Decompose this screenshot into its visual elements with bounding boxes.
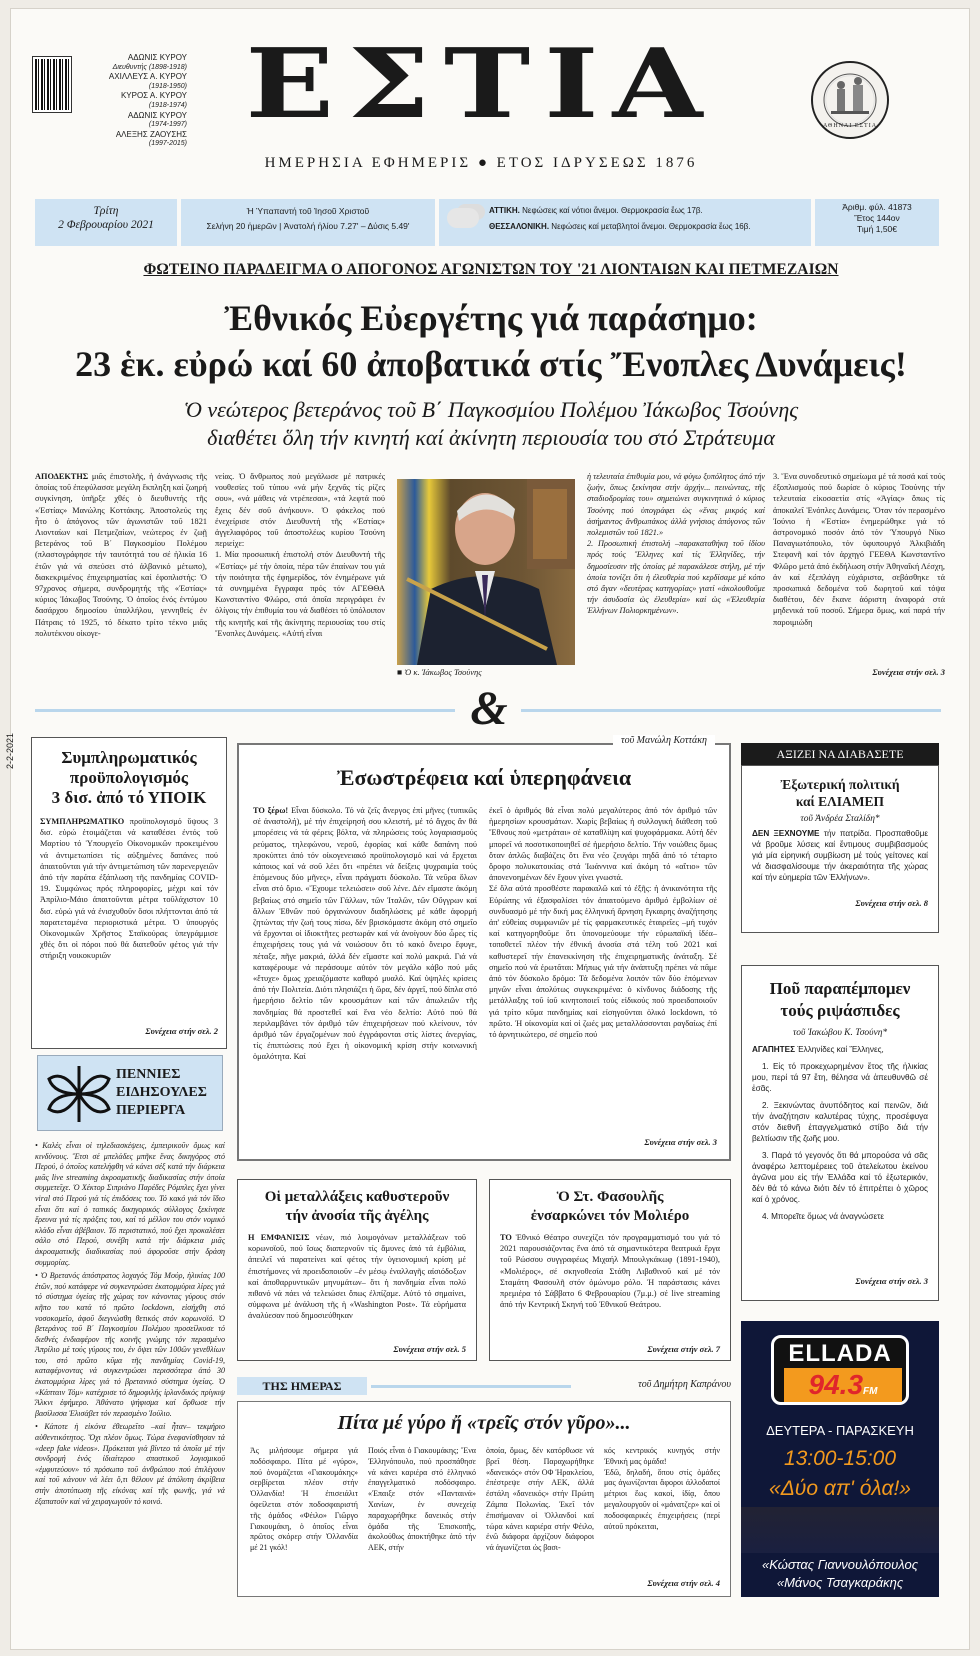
issue-number: Ἀριθμ. φύλ. 41873 (842, 202, 912, 212)
letter-title (752, 978, 928, 1022)
mutations-title (248, 1188, 466, 1226)
masthead-title: ΕΣΤΙΑ (245, 28, 717, 140)
letter-item: 3. Παρά τό γεγονός ὅτι θά μπορούσα νά σᾶς ἀναφέρω λεπτομέρειες τοῦ ἀτελείωτου ἐκείνου ἀγῶνα μου εἰς τήν Ἑλλάδα καί τό ἐξωτερικόν, δέν θά τό κάνω διότι δέν τό ἐπιτρέπει ὁ χῶρος καί ὁ χρόνος. (752, 1151, 928, 1204)
founder-name: ΑΔΩΝΙΣ ΚΥΡΟΥ (127, 53, 187, 62)
mutations-title-line: Οἱ μεταλλάξεις καθυστεροῦν (264, 1189, 450, 1205)
editorial-title: Ἐσωστρέφεια καί ὑπερηφάνεια (336, 765, 632, 790)
newspaper-page (5, 8, 970, 1650)
weather-attica: Νεφώσεις καί νότιοι ἄνεμοι. Θερμοκρασία ἕως 17β. (522, 206, 703, 215)
radio-frequency (784, 1368, 902, 1402)
founder-years: (1974-1997) (148, 121, 187, 129)
misc-item: • Καλές εἶναι οἱ τηλεδιασκέψεις, ἐμπειρικοῦν ὅμως καί κινδύνους. Ἔτσι σέ μπελάδες μπῆκε ἕνας δικηγόρος στό Περού, ὁ ὁποῖος κατελήφθη νά κάνει σέξ κατά τήν διάρκεια μιᾶς live streaming ἀκροαματικῆς διαδικασίας στήν ὁποία συμμετεῖχε. Ὁ Χέκτορ Σιπριάνο Παρέδες Ρόμπλες ἔχει γίνει viral στό Περού γιά τίς ἐπιδόσεις του. Τό κακό γιά τόν ἴδιο εἶναι ὅτι καί ὁ τοπικός δικηγορικός σύλλογος ξεκίνησε ἔρευνα γιά τίς πράξεις του, καί τό μέλλον του στόν νομικό κλάδο εἶναι ἀβέβαιον. Τό περιστατικό, πού ἔχει προκαλέσει σάλο στό Περού, συνέβη κατά τήν διάρκεια μιᾶς ἀκροαματικῆς διαδικασίας πού ἀφοροῦσε στήν δράση συμμορίας. (35, 1141, 225, 1267)
radio-days: ΔΕΥΤΕΡΑ - ΠΑΡΑΣΚΕΥΗ (766, 1423, 914, 1438)
theatre-article (489, 1179, 731, 1361)
lead-column-1 (35, 471, 207, 671)
misc-item: • Κάποτε ἡ εἰκόνα ἐθεωρεῖτο –καί ἦταν– τεκμήριο αὐθεντικότητος. Ὄχι πλέον ὅμως. Τώρα ἐνεφανίσθησαν τά «deep fake videos». Πρόκειται γιά βίντεο τά ὁποῖα μέ τήν συνδρομή ἑνός ἰδιαίτερου σπαστικοῦ λογισμικοῦ «ἐμφυτεύουν» τό πρόσωπο τοῦ ἀνθρώπου πού ἐπιλέγουν καί τοῦ κάνουν νά λέει ὅ,τι θέλουν μέ ἀπόλυτη ἀκρίβεια στήν ἀποτύπωση τῆς εἰκόνας καί τῆς φωνῆς, γιά νά ἐξαπατοῦν καί νά χειραγωγοῦν τό κοινό. (35, 1422, 225, 1506)
founder-years: (1918-1950) (148, 82, 187, 90)
radio-hosts-photo (741, 1507, 939, 1553)
mutations-text: νέων, πιό λοιμογόνων μεταλλάξεων τοῦ κορωνοϊοῦ, πού ἴσως διαπερνοῦν τίς ἄμυνες ἀπό τά ἐμβόλια, ἀπειλεῖ νά παρατείνει καί φέτος τήν ὑγειονομική κρίση μέ ἐπιστήμονες νά προειδοποιοῦν –ἐν μέσῳ ἐναλλαγῆς αἰσιόδοξων καί ἀποθαρρυντικῶν μηνυμάτων– ὅτι ἡ πανδημία εἶναι πολύ πιθανό νά πάει νά τελειώσει ὅπως ἐλπίζαμε. Αὐτό τό σημαίνει, σύμφωνα μέ ἀνάλυση τῆς ἡ «Washington Post». Τά εὑρήματα ἀναλύεσαν πού δημοσιεύθηκαν (248, 1233, 466, 1321)
radio-ad[interactable] (741, 1321, 939, 1597)
lead-photo (397, 479, 575, 665)
editorial-continue[interactable]: Συνέχεια στήν σελ. 3 (644, 1137, 717, 1147)
budget-dropcap: ΣΥΜΠΛΗΡΩΜΑΤΙΚΟ (40, 817, 125, 826)
budget-article (31, 737, 227, 1049)
feast-cell (181, 199, 435, 246)
feast-day: Ἡ Ὑπαπαντή τοῦ Ἰησοῦ Χριστοῦ (246, 206, 370, 216)
photo-caption (397, 667, 575, 677)
must-read-title-line: Ἐξωτερική πολιτική (780, 777, 900, 792)
lead-headline-2: 23 ἑκ. εὐρώ καί 60 ἀποβατικά στίς Ἔνοπλες Δυνάμεις! (75, 344, 907, 384)
founder-name: ΑΧΙΛΛΕΥΣ Α. ΚΥΡΟΥ (108, 72, 187, 82)
bullet-icon: ● (477, 155, 497, 171)
letter-continue[interactable]: Συνέχεια στήν σελ. 3 (855, 1276, 928, 1286)
founder-years: (1997-2015) (148, 140, 187, 148)
mutations-continue[interactable]: Συνέχεια στήν σελ. 5 (393, 1344, 466, 1354)
must-read-continue[interactable]: Συνέχεια στήν σελ. 8 (855, 898, 928, 908)
editorial-article (237, 735, 731, 1161)
side-date: 2-2-2021 (5, 732, 15, 769)
theatre-continue[interactable]: Συνέχεια στήν σελ. 7 (647, 1344, 720, 1354)
misc-header (37, 1055, 223, 1131)
letter-title-line: τούς ριψάσπιδες (780, 1001, 900, 1020)
budget-text: προϋπολογισμό ὕψους 3 δισ. εὐρώ ἑτοιμάζεται νά καταθέσει ἐντός τοῦ Μαρτίου τό Ὑπουργεῖο Οἰκονομικῶν προκειμένου νά ἀντιμετωπίσει τίς αὐξημένες δαπάνες πού ἀπαιτοῦνται γιά τήν ἀντιμετώπιση τῶν παρενεργειῶν ἀπό τήν παράτα ἐξάπλωση τῆς πανδημίας COVID-19. Συμφώνως πρός πληροφορίες, μέχρι καί τόν Ἀπρίλιο-Μάιο ἀπαιτοῦνται μέτρα τοῦλάχιστον 10 δισ. εὐρώ γιά νά ἐνισχυθοῦν ὅσοι πλήττονται ἀπό τά παρατεταμένα περιοριστικά μέτρα. Ὁ ὑπουργός Οἰκονομικῶν Χρῆστος Σταϊκούρας ὑπεγράμμισε χθές ὅτι οἱ πόροι πού θά διατεθοῦν φέτος γιά τήν στήριξη νοικοκυριῶν (40, 817, 219, 961)
photo-caption-text: Ὁ κ. Ἰάκωβος Τσούνης (404, 667, 482, 677)
issue-cell (815, 199, 939, 246)
radio-logo (771, 1335, 909, 1405)
must-read-label: ΑΞΙΖΕΙ ΝΑ ΔΙΑΒΑΣΕΤΕ (741, 743, 939, 765)
radio-show-title: «Δύο απ' όλα!» (769, 1477, 911, 1500)
lead-kicker: ΦΩΤΕΙΝΟ ΠΑΡΑΔΕΙΓΜΑ Ο ΑΠΟΓΟΝΟΣ ΑΓΩΝΙΣΤΩΝ ΤΟΥ '21 ΛΙΟΝΤΑΙΩΝ ΚΑΙ ΠΕΤΜΕΖΑΙΩΝ (143, 261, 839, 278)
weekday: Τρίτη (93, 205, 119, 217)
must-read-title-line: καί ΕΛΙΑΜΕΠ (795, 794, 885, 809)
today-label: ΤΗΣ ΗΜΕΡΑΣ (237, 1377, 367, 1395)
editorial-text-1: Εἶναι δύσκολο. Τό νά ζεῖς ἄνεργος ἐπί μῆνες (τυπικῶς σέ ἀναστολή), μέ τήν ἐπιχείρησή σου κλειστή, μέ τό ἄγχος ἄν θά μπορέσεις νά τά φέρεις βόλτα, νά πληρώσεις τούς λογαριασμούς ρεύματος, τηλεφώνου, νεροῦ, ἐφορίας καί κάθε δαπάνη πού προκύπτει ἀπό τόν οἰκογενειακό προϋπολογισμό καί νά ἔρχεται κάποιος καί νά σοῦ λέει ὅτι «πρέπει νά δείξεις ψυχραιμία τούς ἑπόμενους δύο μῆνες», εἶναι πράγματι δύσκολο. Τά νεῦρα ὅλων εἶναι στό ὅριο. «Ἔχουμε τελειώσει» σοῦ λένε. Δέν εἴμαστε ἀκόμη βεβαίως στό σημεῖο τῶν Γάλλων, τῶν Ἰταλῶν, τῶν Οὔγγρων καί ἄλλων Ἐθνῶν πού ὀργανώνουν διαδηλώσεις μέ κάθε ἀφορμή ζητώντας τήν ζωή τους πίσω, δέν βρισκόμαστε ἀκόμη στό σημεῖο νά ἔρχονται οἱ ἰδιοκτῆτες ρεστωράν καί νά ἀνοίγουν δύο ὧρες τίς ἐπιχειρήσεις τους γιά νά νοιώσουν ὅτι τό κακό ὄνειρο ἔφυγε, πέταξε, πῆγε μακριά, ἀλλά δέν εἴμαστε καί πολύ μακριά. Γιά νά καταφέρουμε νά περάσουμε αὐτόν τόν μεγάλο κάβο πού μᾶς «ἔτυχε» ὅμως χρειαζόμαστε καθαρό μυαλό. Καί ὑψηλές κρίσεις ἀπό τήν Πολιτεία. Διότι πλησιάζει ἡ ὥρα, δέν ἀργεῖ, πού δίπλα στό ἡμερήσιο δελτίο τῶν κρουσμάτων καί τῶν ἀπωλειῶν τῆς πανδημίας θά προστεθεῖ καί ἕνα νέο δελτίο: Αὐτό πού θά περιλαμβάνει τόν ἀριθμό τῶν ἐπιχειρήσεων πού κλείνουν, τόν ἀριθμό τῶν ἐργαζομένων πού ἐγγράφονται στίς λίστες ἀνεργίας, τίς ἐπιπτώσεις πού ἔχει ἡ οἰκονομική κρίση στήν κοινωνική ὁμαλότητα. Καί (253, 806, 477, 1062)
today-column: κός κεντρικός κυνηγός στήν Ἐθνική μας ὁμάδα! Ἐδῶ, δηλαδή, ὅπου στίς ὁμάδες μας ἀγωνίζονται ἄφοροι ἀλλοδαποί μέτριοι ἕως κακοί, ἰδίᾳ, ὅπου μεγαλουργοῦν οἱ «μάνατζερ» καί οἱ ποδοσφαιρικές ἐπιχειρήσεις (περί αὐτοῦ πρόκειται, (604, 1446, 720, 1531)
misc-items (35, 1141, 225, 1637)
square-bullet-icon: ■ (397, 667, 405, 677)
founder-name: ΑΔΩΝΙΣ ΚΥΡΟΥ (127, 110, 187, 120)
today-byline: τοῦ Δημήτρη Καπράνου (638, 1379, 731, 1390)
date-cell (35, 199, 177, 246)
must-read-byline: τοῦ Ἀνδρέα Σταλίδη* (800, 814, 880, 824)
theatre-title-line: ἐνσαρκώνει τόν Μολιέρο (530, 1208, 690, 1224)
mutations-dropcap: Η ΕΜΦΑΝΙΣΙΣ (248, 1233, 310, 1242)
today-rule (371, 1385, 571, 1388)
lead-column-2: νείας. Ὁ ἄνθρωπος πού μεγάλωσε μέ πατρικές νουθεσίες τοῦ τύπου «νά μήν ξεχνᾶς τίς ρίζες σου», «νά μάθεις νά ντρέπεσαι», «τά λεφτά πού ἔχεις δέν σοῦ ἀνήκουν». Ὁ φάκελος πού ἐνεχείρισε στόν Διευθυντή τῆς «Ἑστίας» ἀγγελιαφόρος τοῦ ἀποστολέως κυρίου Τσούνη περιείχε: 1. Μία προσωπική ἐπιστολή στόν Διευθυντή τῆς «Ἑστίας» μέ τήν ὁποία, πέρα τῶν ἐπαίνων του γιά τήν ποιότητα τῆς ἐφημερίδος, τόν ἐνημέρωνε γιά τά συνημμένα ἔγγραφα πρός τόν ΑΓΕΘΘΑ Κωνσταντίνο Φλώρο, στά ὁποῖα περιγράφει ἐν ὀλίγοις τήν ἐπιθυμία του νά διαθέσει τό ὑπόλοιπον τῆς κινητῆς καί τῆς ἀκίνητης περιουσίας του στίς Ἔνοπλες Δυνάμεις. «Αὐτή εἶναι (215, 472, 385, 638)
today-continue[interactable]: Συνέχεια στήν σελ. 4 (647, 1578, 720, 1588)
today-article (237, 1401, 731, 1597)
seal-text: ΑΘΗΝΑΙ ΕΣΤΙΑ (822, 123, 878, 129)
letter-article (741, 965, 939, 1301)
lead-headline-1: Ἐθνικός Εὐεργέτης γιά παράσημο: (224, 298, 758, 338)
misc-title-line: ΠΕΡΙΕΡΓΑ (116, 1103, 186, 1118)
editorial-column-1 (253, 805, 477, 1141)
mutations-title-line: τήν ἀνοσία τῆς ἀγέλης (285, 1208, 429, 1224)
must-read-article (741, 765, 939, 933)
lead-column-4: ἡ τελευταία ἐπιθυμία μου, νά φύγω ξυπόλητος ἀπό τήν ζωήν, ὅπως ξεκίνησα στήν ἀρχήν... πεινώντας, τῆς σταδιοδρομίας του» σημειώνει συγκινητικά ὁ κύριος Τσούνης πού ὑπογράφει ὡς «ἕνας μικρός καί ἀσήμαντος ἄνθρωπάκος ἀλλά γνήσιος ἀπόγονος τῶν πολεμιστῶν τοῦ 1821.» 2. Προσωπική ἐπιστολή –παρακαταθήκη τοῦ ἰδίου πρός τούς Ἕλληνες καί τίς Ἑλληνίδες, τήν δημοσίευσιν τῆς ὁποίας μέ παρακάλεσε στήλη, μέ τήν ὁποία τονίζει ὅτι ἡ ἐλευθερία πού κερδίσαμε μέ κόπο στό ἄγαν «δευτέρας κατηγορίας» γιατί «ἀκολουθοῦμε τήν ἀσυδοσία ὡς ἐλευθερία» καί ὡς «Ἐλευθερία Ἑλλήνων Πολιορκημένων». (587, 472, 765, 616)
misc-title (116, 1066, 207, 1120)
divider-rule-left (35, 709, 455, 712)
founder-name: ΑΛΕΞΗΣ ΖΑΟΥΣΗΣ (115, 129, 187, 139)
budget-title (40, 748, 218, 808)
must-read-text: τήν πατρίδα. Προσπαθοῦμε νά βροῦμε λύσεις καί ἔντιμους συμβιβασμούς γιά μία εἰρηνική συμβίωση μέ τούς γείτονες καί νά διασφαλίσουμε τήν ἀκεραιότητα τῆς χώρας καί τήν εὐημερία τῶν Ἑλλήνων». (752, 829, 928, 882)
lead-column-5: 3. Ἕνα συνοδευτικό σημείωμα μέ τά ποσά καί τούς ἐξοπλισμούς πού δωρίσε ὁ κύριος Τσούνης τήν τελευταία εἰκοσαετία στίς «Ἀγίας» ὅπως τίς ἀποκαλεῖ Ἐνόπλες Δυνάμεις. Ὅταν τόν περασμένο Ἰούνιο ἡ «Ἑστία» ἐνημερώθηκε γιά τό ἀστρονομικό ποσόν ἀπό τόν Ὑπουργό Νίκο Παναγιωτόπουλο, τόν ὑφυπουργό Ἀλκιβιάδη Στεφανῆ καί τόν ἀρχηγό ΓΕΕΘΑ Κωνσταντῖνο Φλῶρο μετά ἀπό ἐκδήλωση στήν Ἀθηναΐκή Λέσχη, ἀν καί ἐξεπλάγη εὐχάριστα, σεβάσθηκε τά προσωπικά δεδομένα τοῦ δωρητοῦ καί τόψα διαθέτου, δέν ἔκανε ἀόριστη ἀναφορά στά μηδενικά τοῦ ποσοῦ. Σήμερα ὅμως, καί παρά τήν παροιμιώδη (773, 472, 945, 627)
theatre-text: Ἐθνικό Θέατρο συνεχίζει τόν προγραμματισμό του γιά τό 2021 παρουσιάζοντας ἕνα ἀπό τά σημαντικότερα θεατρικά ἔργα τοῦ Ρώσσου συγγραφέως Μιχαήλ Μπουλγκάκωφ (1891-1940), «Μολιέρος», σέ σκηνοθεσία Στάθη Λιβαθινοῦ καί μέ τόν Σταμάτη Φασουλῆ στόν ὁμώνυμο ρόλο. Ἡ παράστασις κάνει πρεμιέρα τό Σάββατο 6 Φεβρουαρίου (7μ.μ.) σέ live streaming ἀπό τήν Κεντρική Σκηνή τοῦ Ἐθνικοῦ Θεάτρου. (500, 1233, 720, 1310)
issue-price: Τιμή 1,50€ (856, 224, 898, 234)
founder-years: (1918-1974) (148, 101, 187, 109)
lead-continue[interactable]: Συνέχεια στήν σελ. 3 (872, 667, 945, 677)
today-column: ὁποία, ὅμως, δέν κατόρθωσε νά βρεῖ θέση. Παραχωρήθηκε «δανεικός» στόν ΟΦ Ἡρακλείου, ἐπέστρεψε στήν ΑΕΚ, ἀλλά ἐστάλη «δανεικός» στήν Πρώτη Ζάμπα Πολωνίας. Ἐκεῖ τόν ἐπισήμαναν οἱ Ὀλλανδοί καί τώρα κάνει καριέρα στήν Φέιλο, ἐνῶ διάφορα ἀρχίζουν διάφοροι νά ἀγωνίζεται ὡς βασι- (486, 1446, 594, 1553)
letter-body (752, 1044, 928, 1276)
sun-times: Σελήνη 20 ἡμερῶν | Ἀνατολή ἡλίου 7.27' – Δύσις 5.49' (206, 221, 410, 231)
today-title: Πίτα μέ γύρο ἤ «τρεῖς στόν γῦρο»... (337, 1412, 631, 1434)
letter-item: 4. Μπορεῖτε ὅμως νά ἀναγνώσετε (762, 1212, 885, 1221)
lead-dropcap: ΑΠΟΔΕΚΤΗΣ (35, 472, 89, 481)
portrait-figure-icon (397, 479, 575, 665)
budget-body (40, 816, 218, 1024)
radio-host: «Μάνος Τσαγκαράκης (776, 1575, 904, 1590)
letter-byline: τοῦ Ἰακώβου Κ. Τσούνη* (792, 1028, 888, 1038)
editorial-dropcap: ΤΟ ξέρω! (253, 806, 289, 815)
radio-fm: FM (863, 1386, 878, 1397)
issue-date: 2 Φεβρουαρίου 2021 (58, 219, 154, 231)
lead-subhead-1: Ὁ νεώτερος βετεράνος τοῦ Β΄ Παγκοσμίου Πολέμου Ἰάκωβος Τσούνης (183, 397, 799, 422)
must-read-dropcap: ΔΕΝ ΞΕΧΝΟΥΜΕ (752, 829, 820, 838)
theatre-title (500, 1188, 720, 1226)
budget-continue[interactable]: Συνέχεια στήν σελ. 2 (145, 1026, 218, 1036)
radio-host: «Κώστας Γιαννουλόπουλος (761, 1557, 919, 1572)
founding-year: ΕΤΟΣ ΙΔΡΥΣΕΩΣ 1876 (496, 155, 698, 171)
lead-subhead-2: διαθέτει ὅλη τήν κινητή καί ἀκίνητη περιουσία του στό Στράτευμα (207, 425, 775, 450)
must-read-body (752, 828, 928, 898)
letter-title-line: Ποῦ παραπέμπομεν (769, 979, 911, 998)
masthead-tagline (211, 155, 751, 172)
weather-region-attica: ΑΤΤΙΚΗ. (489, 206, 520, 215)
must-read-title (752, 776, 928, 810)
theatre-body (500, 1232, 720, 1344)
weather-thessaloniki: Νεφώσεις καί μεταβλητοί ἄνεμοι. Θερμοκρασία ἕως 16β. (551, 222, 751, 231)
theatre-title-line: Ὁ Στ. Φασουλῆς (556, 1189, 664, 1205)
cloud-icon (447, 208, 479, 228)
today-column: Ποιός εἶναι ὁ Γιακουμάκης; Ἕνα Ἑλληνόπουλο, πού προσπάθησε νά κάνει καριέρα στό ἑλληνικό ἐπαγγελματικό ποδόσφαιρο. «Ἐπαιξε στόν «Πανταινά» Χανίων, ἐν συνεχείᾳ παραχωρήθηκε δανεικός στήν ὁμάδα τῆς Ἐπισκοπῆς, ἀκολούθως ἀποκτήθηκε ἀπό τήν ΑΕΚ, στήν (368, 1446, 476, 1553)
seal-emblem (811, 61, 889, 139)
letter-item: 1. Εἰς τό προκεχωρημένον ἔτος τῆς ἡλικίας μου, περί τά 97 ἔτη, θέλησα νά ἀπευθυνθῶ σέ ἐσᾶς. (752, 1062, 928, 1093)
lead-text-1: μιᾶς ἐπιστολῆς, ἡ ἀνάγνωσις τῆς ὁποίας τοῦ ἐπεφύλασσε μεγάλη ἔκπληξη καί ζωηρή συγκίνηση, ὑπῆρξε χθές ὁ διευθυντής τῆς «Ἑστίας» Μανώλης Κοττάκης. Ἀποστολεύς της ἦτο ὁ ἀπόγονος τῶν ἀγωνιστῶν τοῦ 1821 Λιονταίων καί Πετμεζαίων, νεώτερος ἐν ζωῇ βετεράνος τοῦ Β΄ Παγκοσμίου Πολέμου (πλαστογράφησε τήν ταυτότητά του σέ ἡλικία 16 ἐτῶν γιά νά σπεύσει στό ἀλβανικό μέτωπο), διακεκριμένος ἐπιχειρηματίας καί ἐφοπλιστής: Ὁ 97χρονος σήμερα, συνδρομητής τῆς «Ἑστίας» κύριος Ἰάκωβος Τσούνης. Ὁ ὁποῖος ἐνός ἐντύμου δασάρχου δημοσίου ὑπαλλήλου, γεννηθείς ἐν Πάτραις τό 1925, τό δέκατο τρίτο τέκνο μιᾶς πολυτέκνου οἰκογε- (35, 472, 207, 638)
letter-item: 2. Ξεκινώντας ἀνυπόδητος καί πεινῶν, διά τήν ἀναζήτησιν καλυτέρας τύχης, προσέφυγα στόν διεθνῆ ἐπαγγελματικό στίβο διά τήν βελτίωσιν τῆς ζωῆς μου. (752, 1101, 928, 1143)
founders-list (77, 53, 187, 149)
editorial-column-2: ἐκεῖ ὁ ἀριθμός θά εἶναι πολύ μεγαλύτερος ἀπό τόν ἀριθμό τῶν ἡμερησίων κρουσμάτων. Χωρίς βεβαίως ἡ συλλογική διάθεση τοῦ Ἔθνους πού «μετράται» σέ καταθλίψη καί ψυχοφάρμακα. Αὐτή δέν μπορεῖ νά ποσοτικοποιηθεῖ σέ ἡμερήσιο δελτίο. Τήν νοιώθεις ὅμως ὅταν ἁπλῶς διαβάζεις ὅτι ἕνα νέο ζευγάρι πηδᾶ ἀπό τό τέταρτο ὄροφο πολυκατοικίας στά Ἰωάννινα καί ἀκόμη τό «αἴτιο» τῶν ἀπονενοημένων δέν ἔχουν γίνει γνωστά. Σέ ὅλα αὐτά προσθέστε παρακαλῶ καί τό ἐξῆς: ἡ ἀνικανότητα τῆς Εὐρώπης νά ἐξασφαλίσει τόν ἀπαιτούμενο ἀριθμό ἐμβολίων σέ συνδυασμό μέ τήν δική μας ἑλληνική ἄρνηση ἔγκαιρης ἀναζήτησης ἀπ' εὐθείας συμφωνιῶν μέ τίς φαρμακευτικές ἑταιρεῖες –μή τυχόν καί κατηγορηθοῦμε ὅτι ὑπονομεύουμε τήν εὐρωπαϊκή ἰδέα– τοποθετεῖ πλέον τήν ἐθνική ἀνοσία στά τέλη τοῦ 2021 καί καθυστερεῖ τήν ἐπανεκκίνηση τῆς ἐπιχειρηματικῆς ἀνάταξη. Σέ σημεῖο πού νά ἐρωτᾶται: Μήπως γιά τήν ἀνάπτυξη πρέπει νά πᾶμε ἀπό τόν δύσκολο δρόμο: Τά δεδομένα λοιπόν τῶν δύο ἑπόμενων μηνῶν εἶναι ἀπολύτως συγκεκριμένα: ὁ κίνδυνος διάδοσης τῆς μετάλλαξης τοῦ ἰοῦ κινητοποιεῖ τούς εἰδικούς πού προειδοποιοῦν γιά τρίτο κῦμα πανδημίας καί εἰσηγοῦνται ὁλικό lockdown, τό πρῶτο. Ἡ οἰκονομία καί οἱ ζωές μας μεταλλάσσονται ραγδαίως ἐπί τό ἀρνητικώτερο, σέ σημεῖο πού (489, 806, 717, 1040)
misc-title-line: ΠΕΝΝΙΕΣ (116, 1067, 181, 1082)
budget-title-line: Συμπληρωματικός (61, 748, 197, 767)
misc-title-line: ΕΙΔΗΣΟΥΛΕΣ (116, 1085, 207, 1100)
radio-station: ELLADA (788, 1340, 892, 1367)
misc-item: • Ὁ Βρετανός ἀπόστρατος λοχαγός Τόμ Μούρ, ἡλικίας 100 ἐτῶν, πού κατάφερε νά συγκεντρώσει ἑκατομμύρια λίρες γιά τό σύστημα ὑγείας τῆς χώρας τον κάνοντας γύρους στόν κῆπο του κατά τό πρῶτο lockdown, εἰσήχθη στό νοσοκομεῖο, ἀφοῦ διεγνώσθη θετικός στόν κορωνοϊό. Ὁ βετεράνος τοῦ Β΄ Παγκοσμίου Πολέμου προσείλκυσε τό διεθνές ἐνδιαφέρον τῆς κοινῆς γνώμης τόν περασμένο Ἀπρίλιο μέ τούς γύρους του, ἐν ὄψει τῶν 100ῶν γενεθλίων του, στό πρῶτο κῦμα τῆς πανδημίας Covid-19, καταφέρνοντας νά συγκεντρώσει περισσότερα ἀπό 30 ἑκατομμύρια λίρες γιά τό βρετανικό σύστημα ὑγείας. Ὁ «Κάπταιν Τόμ» κατέχρισε τό δημοφιλής ἰρλανδικός πρίγκιψ Ἄλκνι ἐφήμερο. Ἀθάνατο ψήφισμα καί ὄρθωσε τήν βασίλισσα Ἐλισάβετ τόν περασμένο Ἰούλιο. (35, 1271, 225, 1418)
founder-name: ΚΥΡΟΣ Α. ΚΥΡΟΥ (120, 91, 187, 101)
letter-intro: Ἑλληνίδες καί Ἕλληνες, (797, 1045, 884, 1054)
mutations-body (248, 1232, 466, 1344)
today-column: Ἀς μιλήσουμε σήμερα γιά ποδόσφαιρο. Πίτα μέ «γύρο», πού ὀνομάζεται «Γιακουμάκης» σερβίρεται πλέον στήν Ὀλλανδία! Ἡ ἐπισειάλιτ ὀφείλεται στόν ποδοσφαιριστή τῆς ὁμάδος «Φέιλο» Γιῶργο Γιακουμάκη, ὁ ὁποῖος εἶναι πρῶτος σκόρερ στήν Ὀλλανδία μέ 21 γκόλ! (250, 1446, 358, 1553)
barcode (33, 57, 71, 112)
letter-dropcap: ΑΓΑΠΗΤΕΣ (752, 1045, 796, 1054)
weather-cell (439, 199, 811, 246)
masthead-subtitle: ΗΜΕΡΗΣΙΑ ΕΦΗΜΕΡΙΣ (264, 155, 472, 171)
radio-freq-number: 94.3 (808, 1369, 864, 1400)
ornament-icon (44, 1064, 114, 1124)
weather-region-thessaloniki: ΘΕΣΣΑΛΟΝΙΚΗ. (489, 222, 550, 231)
editorial-byline: τοῦ Μανώλη Κοττάκη (613, 735, 715, 746)
founder-years: Διευθυντής (1898-1918) (112, 63, 187, 71)
ampersand-ornament: & (470, 682, 508, 735)
budget-title-line: 3 δισ. ἀπό τό ΥΠΟΙΚ (51, 788, 207, 807)
divider-rule-right (521, 709, 941, 712)
mutations-article (237, 1179, 477, 1361)
budget-title-line: προϋπολογισμός (69, 768, 189, 787)
issue-year: Ἔτος 144ον (854, 213, 900, 223)
theatre-dropcap: ΤΟ (500, 1233, 512, 1242)
radio-hours: 13:00-15:00 (783, 1447, 897, 1470)
